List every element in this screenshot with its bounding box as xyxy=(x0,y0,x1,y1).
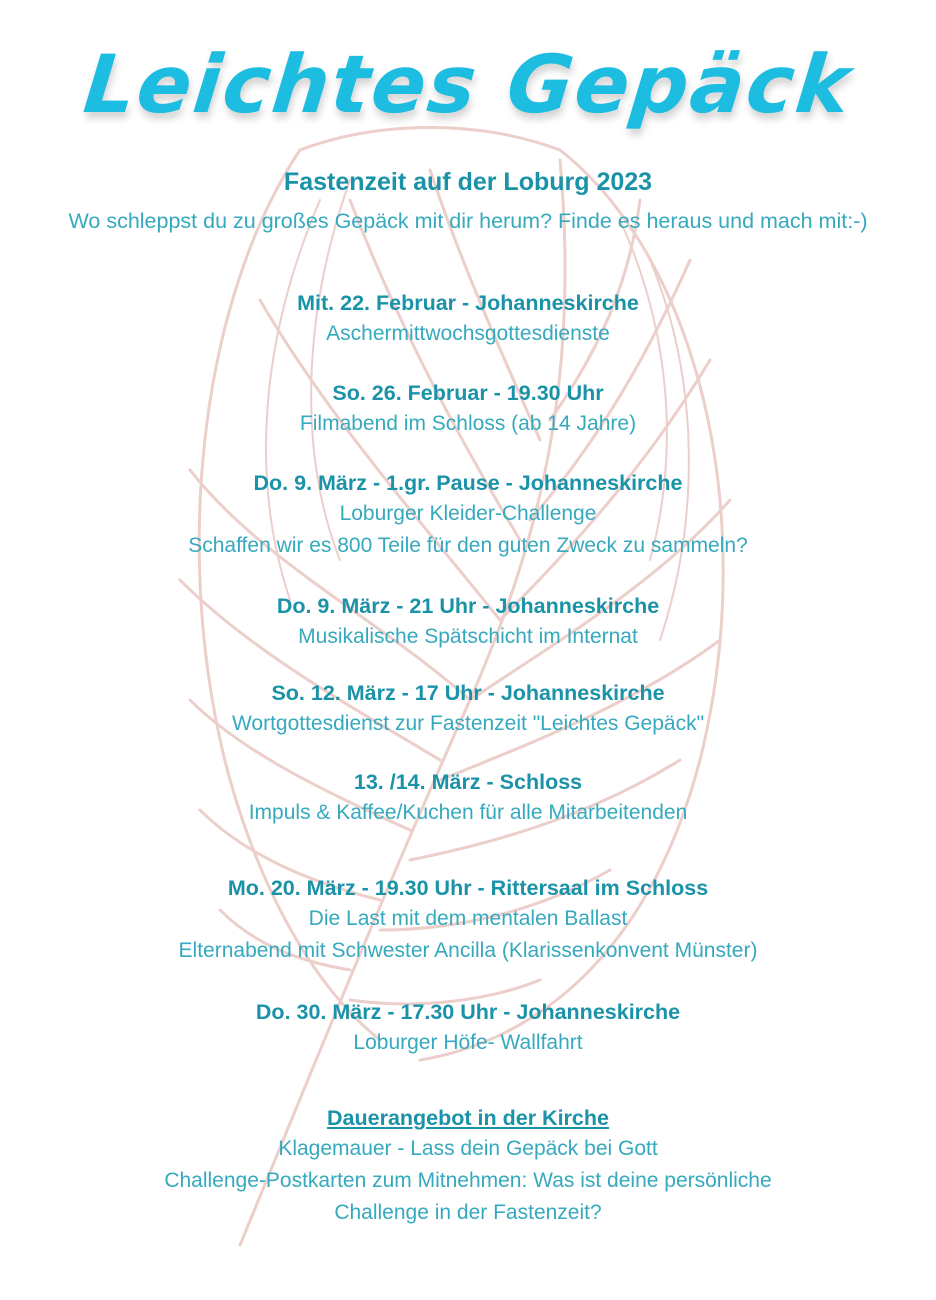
event-item xyxy=(0,378,936,440)
event-item xyxy=(0,767,936,829)
event-item xyxy=(0,468,936,562)
event-title: So. 12. März - 17 Uhr - Johanneskirche xyxy=(271,681,665,705)
event-description: Schaffen wir es 800 Teile für den guten Zweck zu sammeln? xyxy=(188,534,748,557)
permanent-offer-line: Challenge in der Fastenzeit? xyxy=(334,1201,602,1224)
event-item xyxy=(0,873,936,967)
event-title: Do. 9. März - 1.gr. Pause - Johanneskirche xyxy=(253,471,683,495)
event-title: Do. 9. März - 21 Uhr - Johanneskirche xyxy=(276,594,660,618)
flyer-title: Leichtes Gepäck xyxy=(79,38,857,131)
event-description: Die Last mit dem mentalen Ballast xyxy=(308,907,628,930)
event-title: Mit. 22. Februar - Johanneskirche xyxy=(297,291,639,315)
event-description: Aschermittwochsgottesdienste xyxy=(326,322,610,345)
event-item xyxy=(0,591,936,653)
event-description: Filmabend im Schloss (ab 14 Jahre) xyxy=(299,412,637,435)
permanent-offer-title: Dauerangebot in der Kirche xyxy=(327,1106,609,1130)
event-item xyxy=(0,678,936,740)
event-item xyxy=(0,997,936,1059)
event-description: Loburger Höfe- Wallfahrt xyxy=(353,1031,583,1054)
event-title: So. 26. Februar - 19.30 Uhr xyxy=(332,381,604,405)
event-title: Mo. 20. März - 19.30 Uhr - Rittersaal im Schloss xyxy=(227,876,709,900)
event-description: Impuls & Kaffee/Kuchen für alle Mitarbeitenden xyxy=(248,801,688,824)
event-title: Do. 30. März - 17.30 Uhr - Johanneskirche xyxy=(255,1000,681,1024)
flyer-intro: Wo schleppst du zu großes Gepäck mit dir herum? Finde es heraus und mach mit:-) xyxy=(68,209,868,233)
event-description: Wortgottesdienst zur Fastenzeit "Leichtes Gepäck" xyxy=(231,712,705,735)
flyer-subtitle: Fastenzeit auf der Loburg 2023 xyxy=(283,168,653,196)
permanent-offer-line: Klagemauer - Lass dein Gepäck bei Gott xyxy=(278,1137,658,1160)
event-description: Loburger Kleider-Challenge xyxy=(339,502,597,525)
permanent-offer xyxy=(0,1103,936,1229)
event-description: Elternabend mit Schwester Ancilla (Klarissenkonvent Münster) xyxy=(178,939,758,962)
permanent-offer-line: Challenge-Postkarten zum Mitnehmen: Was ist deine persönliche xyxy=(164,1169,772,1192)
event-description: Musikalische Spätschicht im Internat xyxy=(298,625,638,648)
event-item xyxy=(0,288,936,350)
event-title: 13. /14. März - Schloss xyxy=(353,770,583,794)
